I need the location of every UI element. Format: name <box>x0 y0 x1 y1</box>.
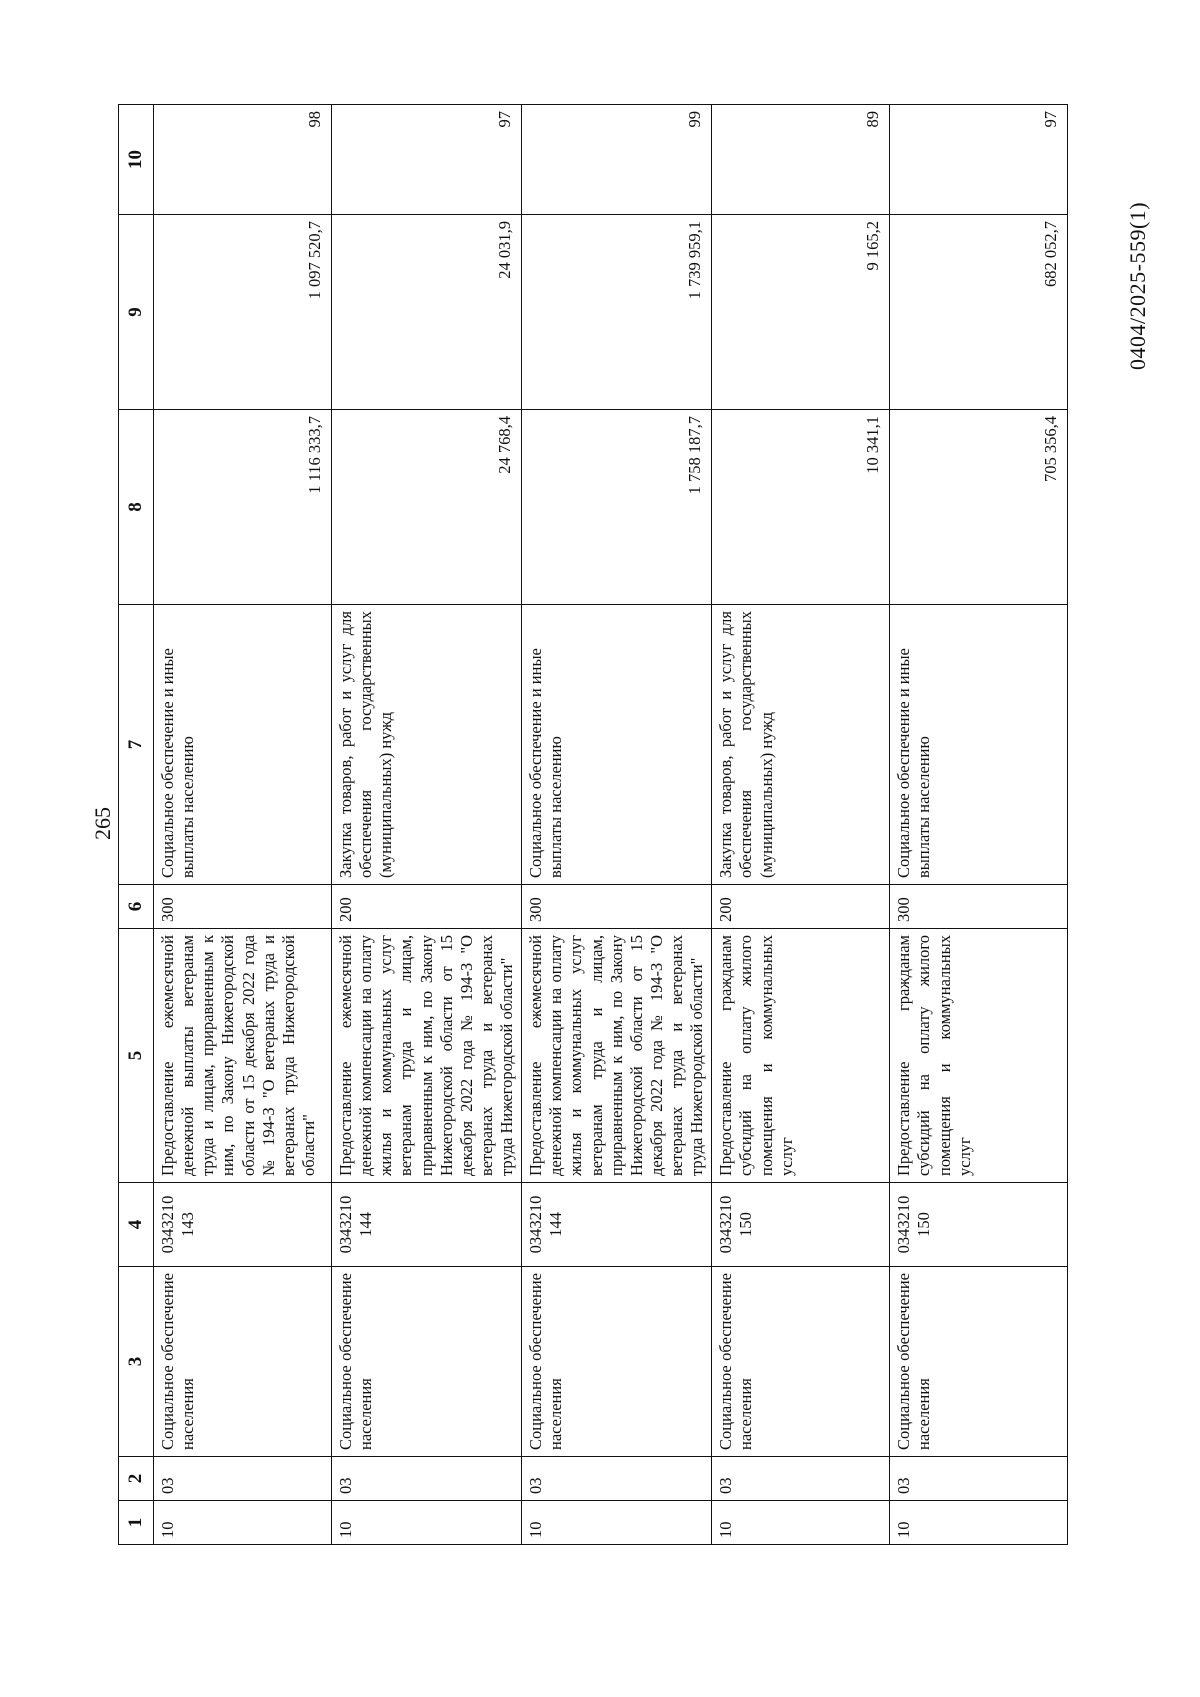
header-col-9: 9 <box>119 215 154 410</box>
cell-target-article: 0343210 144 <box>332 1183 522 1267</box>
header-col-6: 6 <box>119 885 154 929</box>
header-col-8: 8 <box>119 410 154 605</box>
cell-expense-type: 300 <box>890 885 1068 929</box>
cell-subsection: 03 <box>154 1457 332 1501</box>
header-col-2: 2 <box>119 1457 154 1501</box>
cell-article-name: Предоставление ежемесячной денежной компенсации на оплату жилья и коммунальных услуг ветеранам труда и лицам, приравненным к ним, по Закону Нижегородской области от 15 декабря 2022 года № 194-З "О ветеранах труда и ветеранах труда Нижегородской области" <box>332 929 522 1183</box>
header-col-4: 4 <box>119 1183 154 1267</box>
cell-section: 10 <box>712 1501 890 1545</box>
cell-subsection: 03 <box>522 1457 712 1501</box>
cell-target-article: 0343210 143 <box>154 1183 332 1267</box>
document-code: 0404/2025-559(1) <box>1125 201 1150 370</box>
cell-expense-type-name: Закупка товаров, работ и услуг для обеспечения государственных (муниципальных) нужд <box>712 605 890 885</box>
cell-expense-type: 200 <box>332 885 522 929</box>
cell-expense-type: 200 <box>712 885 890 929</box>
cell-plan-amount: 24 768,4 <box>332 410 522 605</box>
cell-section: 10 <box>890 1501 1068 1545</box>
cell-section-name: Социальное обеспечение населения <box>890 1267 1068 1457</box>
cell-section-name: Социальное обеспечение населения <box>332 1267 522 1457</box>
cell-actual-amount: 9 165,2 <box>712 215 890 410</box>
cell-plan-amount: 10 341,1 <box>712 410 890 605</box>
cell-plan-amount: 1 758 187,7 <box>522 410 712 605</box>
cell-percent: 97 <box>890 105 1068 215</box>
cell-article-name: Предоставление ежемесячной денежной компенсации на оплату жилья и коммунальных услуг ветеранам труда и лицам, приравненным к ним, по Закону Нижегородской области от 15 декабря 2022 года № 194-З "О ветеранах труда и ветеранах труда Нижегородской области" <box>522 929 712 1183</box>
header-col-10: 10 <box>119 105 154 215</box>
cell-section: 10 <box>154 1501 332 1545</box>
cell-actual-amount: 24 031,9 <box>332 215 522 410</box>
cell-percent: 98 <box>154 105 332 215</box>
header-col-3: 3 <box>119 1267 154 1457</box>
cell-article-name: Предоставление гражданам субсидий на оплату жилого помещения и коммунальных услуг <box>712 929 890 1183</box>
header-col-7: 7 <box>119 605 154 885</box>
cell-actual-amount: 1 097 520,7 <box>154 215 332 410</box>
header-row <box>119 105 154 1545</box>
cell-target-article: 0343210 150 <box>890 1183 1068 1267</box>
cell-expense-type: 300 <box>154 885 332 929</box>
cell-subsection: 03 <box>712 1457 890 1501</box>
cell-expense-type-name: Социальное обеспечение и иные выплаты населению <box>522 605 712 885</box>
cell-section: 10 <box>332 1501 522 1545</box>
cell-actual-amount: 682 052,7 <box>890 215 1068 410</box>
cell-subsection: 03 <box>332 1457 522 1501</box>
cell-target-article: 0343210 150 <box>712 1183 890 1267</box>
cell-expense-type: 300 <box>522 885 712 929</box>
cell-actual-amount: 1 739 959,1 <box>522 215 712 410</box>
cell-plan-amount: 1 116 333,7 <box>154 410 332 605</box>
table-row <box>332 105 522 1545</box>
cell-expense-type-name: Социальное обеспечение и иные выплаты населению <box>890 605 1068 885</box>
cell-section: 10 <box>522 1501 712 1545</box>
cell-article-name: Предоставление гражданам субсидий на оплату жилого помещения и коммунальных услуг <box>890 929 1068 1183</box>
cell-section-name: Социальное обеспечение населения <box>522 1267 712 1457</box>
table-row <box>154 105 332 1545</box>
header-col-1: 1 <box>119 1501 154 1545</box>
table-row <box>890 105 1068 1545</box>
cell-subsection: 03 <box>890 1457 1068 1501</box>
cell-expense-type-name: Социальное обеспечение и иные выплаты населению <box>154 605 332 885</box>
table-row <box>712 105 890 1545</box>
cell-target-article: 0343210 144 <box>522 1183 712 1267</box>
cell-section-name: Социальное обеспечение населения <box>712 1267 890 1457</box>
table-row <box>522 105 712 1545</box>
cell-percent: 89 <box>712 105 890 215</box>
page-number: 265 <box>90 807 115 840</box>
cell-percent: 99 <box>522 105 712 215</box>
cell-expense-type-name: Закупка товаров, работ и услуг для обеспечения государственных (муниципальных) нужд <box>332 605 522 885</box>
rotated-table-container <box>118 105 1061 1545</box>
cell-section-name: Социальное обеспечение населения <box>154 1267 332 1457</box>
cell-article-name: Предоставление ежемесячной денежной выплаты ветеранам труда и лицам, приравненным к ним, по Закону Нижегородской области от 15 декабря 2022 года № 194-З "О ветеранах труда и ветеранах труда Нижегородской области" <box>154 929 332 1183</box>
cell-plan-amount: 705 356,4 <box>890 410 1068 605</box>
cell-percent: 97 <box>332 105 522 215</box>
header-col-5: 5 <box>119 929 154 1183</box>
budget-table <box>118 104 1068 1545</box>
